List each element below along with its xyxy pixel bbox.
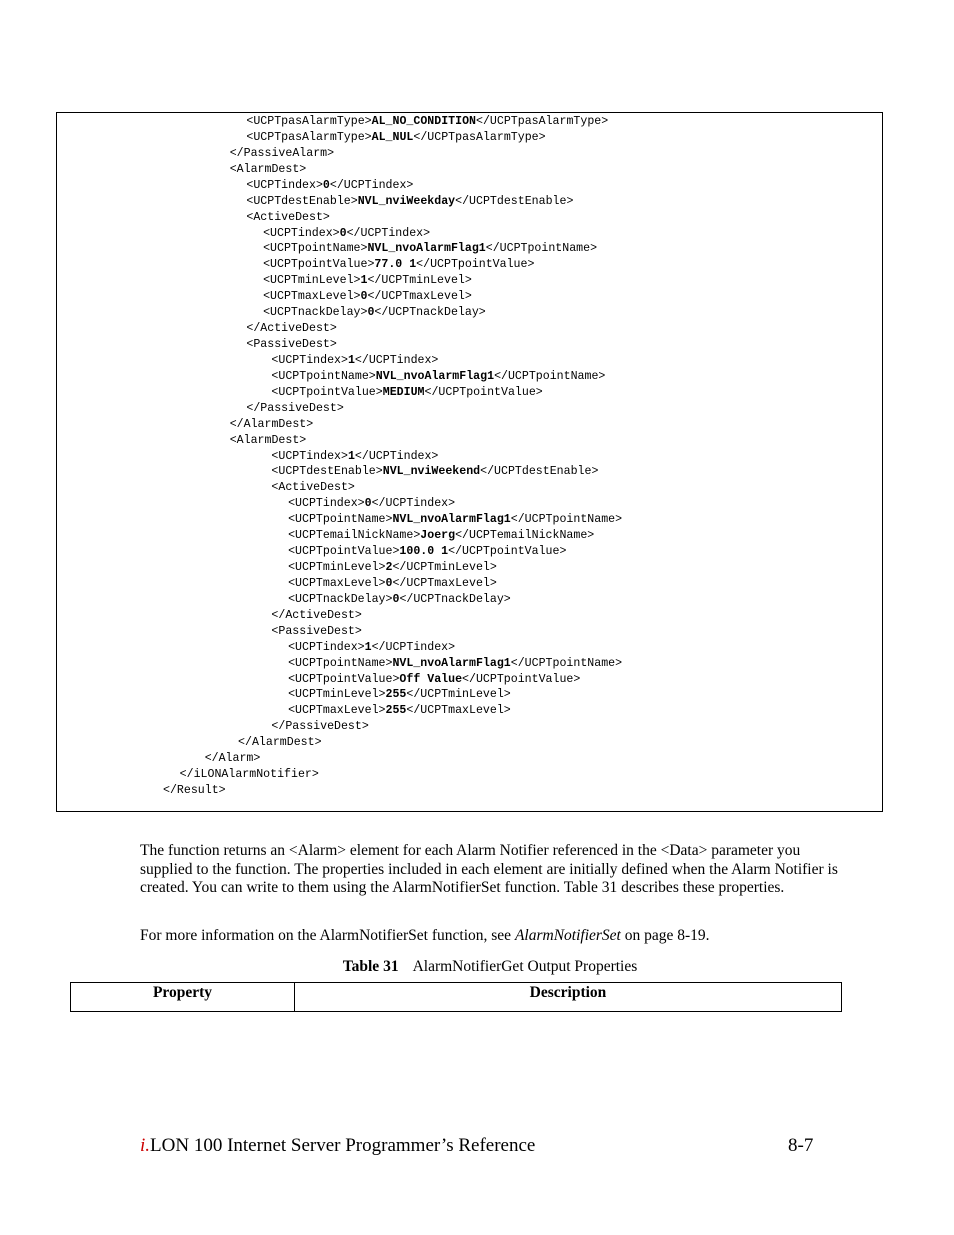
code-tag-close: </UCPTnackDelay> (374, 306, 486, 320)
code-tag-close: </UCPTpointName> (494, 369, 606, 383)
code-tag-open: <UCPTpointValue> (271, 385, 383, 399)
code-line (271, 385, 542, 401)
code-value: AL_NO_CONDITION (371, 115, 476, 128)
code-tag-open: <UCPTmaxLevel> (263, 290, 361, 304)
code-tag-open: <UCPTpasAlarmType> (246, 115, 372, 128)
code-line (205, 751, 261, 767)
code-value: MEDIUM (382, 385, 425, 399)
code-line (263, 305, 486, 321)
code-tag-open: </Result> (163, 784, 226, 798)
code-tag-close: </UCPTmaxLevel> (367, 290, 472, 304)
code-tag-open: <UCPTindex> (271, 353, 348, 367)
code-line (271, 480, 355, 496)
code-line (288, 703, 511, 719)
code-tag-close: </UCPTnackDelay> (399, 592, 511, 606)
code-line (263, 289, 472, 305)
code-value: 1 (347, 353, 355, 367)
code-tag-close: </UCPTindex> (329, 178, 414, 192)
code-line (246, 114, 608, 130)
code-tag-open: <UCPTnackDelay> (263, 306, 368, 320)
code-tag-close: </UCPTminLevel> (406, 688, 511, 702)
code-line (263, 226, 430, 242)
code-value: NVL_nvoAlarmFlag1 (392, 513, 511, 527)
reference-prefix: For more information on the AlarmNotifierSet function, see (140, 927, 515, 944)
table-caption-label: Table 31 (342, 958, 399, 975)
code-tag-open: </Alarm> (204, 752, 261, 766)
footer-title-text: LON 100 Internet Server Programmer’s Reference (150, 1135, 536, 1156)
code-line (288, 512, 622, 528)
code-tag-open: <UCPTindex> (288, 497, 365, 511)
code-tag-close: </UCPTpointValue> (416, 258, 535, 272)
code-line (271, 608, 361, 624)
code-tag-open: <PassiveDest> (246, 338, 337, 352)
description-column-header: Description (295, 983, 842, 1012)
code-value: NVL_nviWeekday (357, 194, 456, 208)
code-line (271, 449, 438, 465)
code-tag-close: </UCPTindex> (371, 497, 456, 511)
code-tag-open: <UCPTminLevel> (288, 688, 386, 702)
code-tag-open: <UCPTminLevel> (288, 561, 386, 575)
code-tag-open: <ActiveDest> (271, 481, 355, 495)
code-line (271, 624, 361, 640)
code-tag-open: <UCPTpointValue> (263, 258, 375, 272)
code-line (288, 576, 497, 592)
code-line (246, 130, 545, 146)
alarmnotifierset-reference[interactable]: AlarmNotifierSet (514, 927, 621, 944)
code-tag-close: </UCPTpointName> (485, 242, 598, 256)
code-line (288, 592, 511, 608)
code-value: NVL_nvoAlarmFlag1 (367, 242, 486, 256)
code-line (288, 640, 455, 656)
code-value: 1 (364, 640, 372, 654)
code-value: 0 (339, 226, 347, 240)
code-tag-open: </PassiveAlarm> (229, 146, 335, 160)
code-line (288, 672, 580, 688)
code-line (238, 735, 322, 751)
code-tag-open: <UCPTindex> (246, 178, 323, 192)
code-tag-close: </UCPTpasAlarmType> (476, 115, 609, 128)
code-line (263, 257, 534, 273)
footer-title (140, 1135, 535, 1157)
code-value: 1 (360, 274, 368, 288)
code-tag-open: </iLONAlarmNotifier> (179, 768, 319, 782)
code-line (230, 417, 314, 433)
code-listing (56, 112, 883, 812)
code-tag-open: <ActiveDest> (246, 210, 330, 224)
code-value: NVL_nvoAlarmFlag1 (392, 656, 511, 670)
code-line (288, 656, 622, 672)
code-tag-open: </AlarmDest> (229, 417, 314, 431)
code-value: 0 (392, 592, 400, 606)
code-tag-close: </UCPTindex> (371, 640, 456, 654)
code-line (271, 369, 605, 385)
code-tag-open: <UCPTminLevel> (263, 274, 361, 288)
code-tag-open: <UCPTpointName> (288, 656, 393, 670)
table-caption (140, 958, 840, 976)
code-value: 1 (347, 449, 355, 463)
code-line (230, 162, 307, 178)
code-value: 255 (385, 704, 407, 718)
code-tag-open: <UCPTpointName> (288, 513, 393, 527)
code-value: 100.0 1 (399, 545, 449, 559)
description-paragraph: The function returns an <Alarm> element for each Alarm Notifier referenced in the <Data> parameter you supplied to the function. The properties included in each element are initially defined when the Alarm Notifier is created. You can write to them using the AlarmNotifierSet function. Table 31 describes these properties. (140, 842, 838, 897)
code-tag-open: <UCPTindex> (271, 449, 348, 463)
code-value: NVL_nviWeekend (382, 465, 481, 479)
code-value: 77.0 1 (374, 258, 417, 272)
code-value: Joerg (420, 529, 456, 543)
code-value: 0 (364, 497, 372, 511)
code-line (246, 401, 343, 417)
table-caption-text: AlarmNotifierGet Output Properties (412, 958, 638, 975)
code-value: NVL_nvoAlarmFlag1 (375, 369, 495, 383)
code-line (246, 337, 336, 353)
code-tag-close: </UCPTpointValue> (462, 672, 581, 686)
code-value: 0 (322, 178, 330, 192)
code-line (271, 353, 438, 369)
code-tag-open: </AlarmDest> (238, 736, 322, 750)
code-line (288, 496, 455, 512)
code-line (263, 241, 597, 257)
code-line (246, 178, 413, 194)
code-tag-close: </UCPTdestEnable> (455, 194, 574, 208)
code-tag-open: <PassiveDest> (271, 624, 362, 638)
code-line (271, 719, 368, 735)
reference-paragraph (140, 927, 840, 946)
code-tag-close: </UCPTpasAlarmType> (413, 130, 546, 144)
code-line (288, 528, 594, 544)
code-tag-open: <UCPTpasAlarmType> (246, 130, 372, 144)
code-tag-close: </UCPTpointValue> (448, 545, 567, 559)
code-tag-close: </UCPTindex> (346, 226, 431, 240)
code-tag-close: </UCPTmaxLevel> (406, 704, 511, 718)
code-line (180, 767, 319, 783)
code-line (288, 544, 566, 560)
code-tag-open: <AlarmDest> (229, 162, 307, 176)
code-tag-open: <UCPTpointValue> (288, 545, 400, 559)
code-line (163, 783, 226, 799)
code-value: 0 (385, 576, 393, 590)
code-tag-close: </UCPTindex> (354, 449, 439, 463)
code-line (263, 273, 472, 289)
code-tag-open: </PassiveDest> (271, 720, 369, 734)
code-tag-open: <UCPTnackDelay> (288, 592, 393, 606)
code-tag-close: </UCPTindex> (354, 353, 439, 367)
properties-table (70, 982, 842, 1012)
code-line (288, 687, 511, 703)
code-value: Off Value (399, 672, 463, 686)
property-column-header: Property (71, 983, 295, 1012)
code-line (246, 321, 336, 337)
code-value: 255 (385, 688, 407, 702)
code-value: 0 (360, 290, 368, 304)
code-tag-open: <UCPTdestEnable> (246, 194, 358, 208)
reference-suffix: on page 8-19. (620, 927, 710, 944)
code-tag-close: </UCPTminLevel> (367, 274, 472, 288)
code-line (230, 146, 334, 162)
code-line (246, 210, 330, 226)
code-tag-open: <UCPTindex> (263, 226, 340, 240)
code-line (246, 194, 573, 210)
code-tag-open: <UCPTindex> (288, 640, 365, 654)
code-tag-open: <UCPTemailNickName> (288, 529, 421, 543)
code-tag-open: </ActiveDest> (246, 322, 337, 336)
code-tag-open: </PassiveDest> (246, 401, 344, 415)
code-value: 0 (367, 306, 375, 320)
table-header-row (71, 983, 842, 1012)
code-tag-open: <UCPTpointName> (263, 242, 368, 256)
code-value: AL_NUL (371, 130, 414, 144)
code-line (271, 464, 598, 480)
code-tag-close: </UCPTmaxLevel> (392, 576, 497, 590)
code-tag-close: </UCPTpointName> (510, 656, 623, 670)
code-tag-open: <UCPTpointName> (271, 369, 376, 383)
code-tag-open: <UCPTpointValue> (288, 672, 400, 686)
page-number: 8-7 (788, 1135, 814, 1156)
code-tag-close: </UCPTpointName> (510, 513, 623, 527)
ilon-brand-prefix: i. (140, 1135, 151, 1156)
code-tag-open: <UCPTdestEnable> (271, 465, 383, 479)
code-tag-open: <UCPTmaxLevel> (288, 576, 386, 590)
code-line (230, 433, 307, 449)
code-tag-close: </UCPTminLevel> (392, 561, 497, 575)
code-value: 2 (385, 561, 393, 575)
code-tag-open: </ActiveDest> (271, 608, 362, 622)
code-tag-close: </UCPTdestEnable> (480, 465, 599, 479)
code-tag-close: </UCPTpointValue> (424, 385, 543, 399)
code-tag-close: </UCPTemailNickName> (455, 529, 595, 543)
code-tag-open: <AlarmDest> (229, 433, 307, 447)
code-line (288, 560, 497, 576)
code-tag-open: <UCPTmaxLevel> (288, 704, 386, 718)
